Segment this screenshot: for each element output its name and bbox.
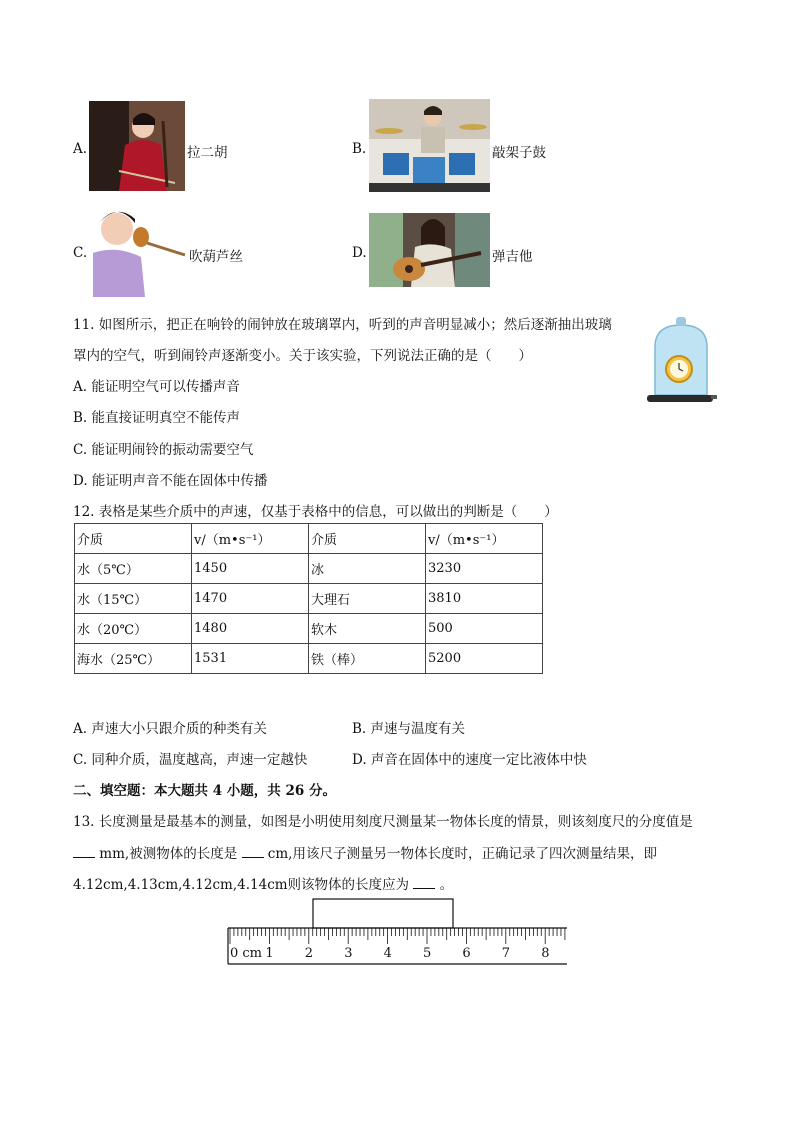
table-row (75, 614, 543, 644)
option-c-letter: C. (73, 245, 88, 261)
answer-blank-2[interactable] (242, 845, 264, 858)
table-cell: 水（5℃） (75, 554, 192, 584)
q11-option-a: A. 能证明空气可以传播声音 (73, 379, 240, 395)
ruler-label: 5 (423, 946, 432, 961)
option-a-text: 拉二胡 (187, 145, 228, 161)
q13-line1: 13. 长度测量是最基本的测量，如图是小明使用刻度尺测量某一物体长度的情景，则该刻度尺的分度值是 (73, 814, 693, 830)
option-b-text: 敲架子鼓 (492, 145, 546, 161)
ruler-label: 0 cm (230, 946, 263, 961)
q11-option-c: C. 能证明闹铃的振动需要空气 (73, 442, 254, 458)
table-cell: 软木 (309, 614, 426, 644)
hulusi-player-photo (89, 203, 187, 297)
table-header-cell: 介质 (75, 524, 192, 554)
q13-line3-b: 。 (439, 877, 454, 893)
table-header-cell: v/（m•s⁻¹） (426, 524, 543, 554)
drummer-photo (369, 99, 490, 192)
ruler-label: 3 (344, 946, 353, 961)
table-cell: 水（20℃） (75, 614, 192, 644)
ruler-diagram (226, 897, 570, 969)
table-cell: 1450 (192, 554, 309, 584)
table-header-cell: 介质 (309, 524, 426, 554)
q11-option-b: B. 能直接证明真空不能传声 (73, 410, 241, 426)
q12-option-b: B. 声速与温度有关 (352, 721, 466, 737)
erhu-player-photo (89, 101, 185, 191)
table-cell: 铁（棒） (309, 644, 426, 674)
q12-option-d: D. 声音在固体中的速度一定比液体中快 (352, 752, 587, 768)
option-d-text: 弹吉他 (492, 249, 533, 265)
q13-line2-a: mm,被测物体的长度是 (99, 846, 238, 862)
table-cell: 1470 (192, 584, 309, 614)
answer-blank-1[interactable] (73, 845, 95, 858)
ruler-label: 4 (383, 946, 392, 961)
option-c-text: 吹葫芦丝 (189, 249, 243, 265)
ruler-ticks (230, 928, 565, 944)
ruler-label: 1 (265, 946, 274, 961)
q11-stem-line2: 罩内的空气，听到闹铃声逐渐变小。关于该实验，下列说法正确的是（ ） (73, 348, 532, 364)
answer-blank-3[interactable] (413, 876, 435, 889)
option-a-letter: A. (73, 141, 88, 157)
table-cell: 1480 (192, 614, 309, 644)
table-cell: 3810 (426, 584, 543, 614)
table-cell: 海水（25℃） (75, 644, 192, 674)
table-header-cell: v/（m•s⁻¹） (192, 524, 309, 554)
section-heading: 二、填空题：本大题共 4 小题，共 26 分。 (73, 783, 336, 799)
q12-option-c: C. 同种介质，温度越高，声速一定越快 (73, 752, 308, 768)
q12-stem: 12. 表格是某些介质中的声速，仅基于表格中的信息，可以做出的判断是（ ） (73, 504, 558, 520)
guitar-player-photo (369, 213, 490, 287)
sound-speed-table (74, 523, 543, 674)
ruler-label: 7 (501, 946, 511, 961)
table-header-row (75, 524, 543, 554)
table-row (75, 644, 543, 674)
q13-line3-a: 4.12cm,4.13cm,4.12cm,4.14cm则该物体的长度应为 (73, 877, 410, 893)
table-row (75, 554, 543, 584)
table-cell: 水（15℃） (75, 584, 192, 614)
q12-option-a: A. 声速大小只跟介质的种类有关 (73, 721, 267, 737)
ruler-labels (230, 946, 549, 961)
table-row (75, 584, 543, 614)
option-b-letter: B. (352, 141, 367, 157)
ruler-label: 6 (462, 946, 471, 961)
ruler-label: 8 (541, 946, 550, 961)
q13-line3 (73, 873, 453, 893)
q13-line2-b: cm,用该尺子测量另一物体长度时，正确记录了四次测量结果，即 (267, 846, 657, 862)
table-cell: 大理石 (309, 584, 426, 614)
measured-object (313, 899, 453, 928)
table-cell: 5200 (426, 644, 543, 674)
ruler-label: 2 (304, 946, 314, 961)
table-cell: 冰 (309, 554, 426, 584)
option-d-letter: D. (352, 245, 367, 261)
q13-line2 (73, 842, 657, 862)
bell-jar-alarm-clock-photo (643, 313, 718, 408)
table-cell: 1531 (192, 644, 309, 674)
table-cell: 500 (426, 614, 543, 644)
table-cell: 3230 (426, 554, 543, 584)
q11-option-d: D. 能证明声音不能在固体中传播 (73, 473, 268, 489)
q11-stem-line1: 11. 如图所示，把正在响铃的闹钟放在玻璃罩内，听到的声音明显减小；然后逐渐抽出玻璃 (73, 317, 612, 333)
